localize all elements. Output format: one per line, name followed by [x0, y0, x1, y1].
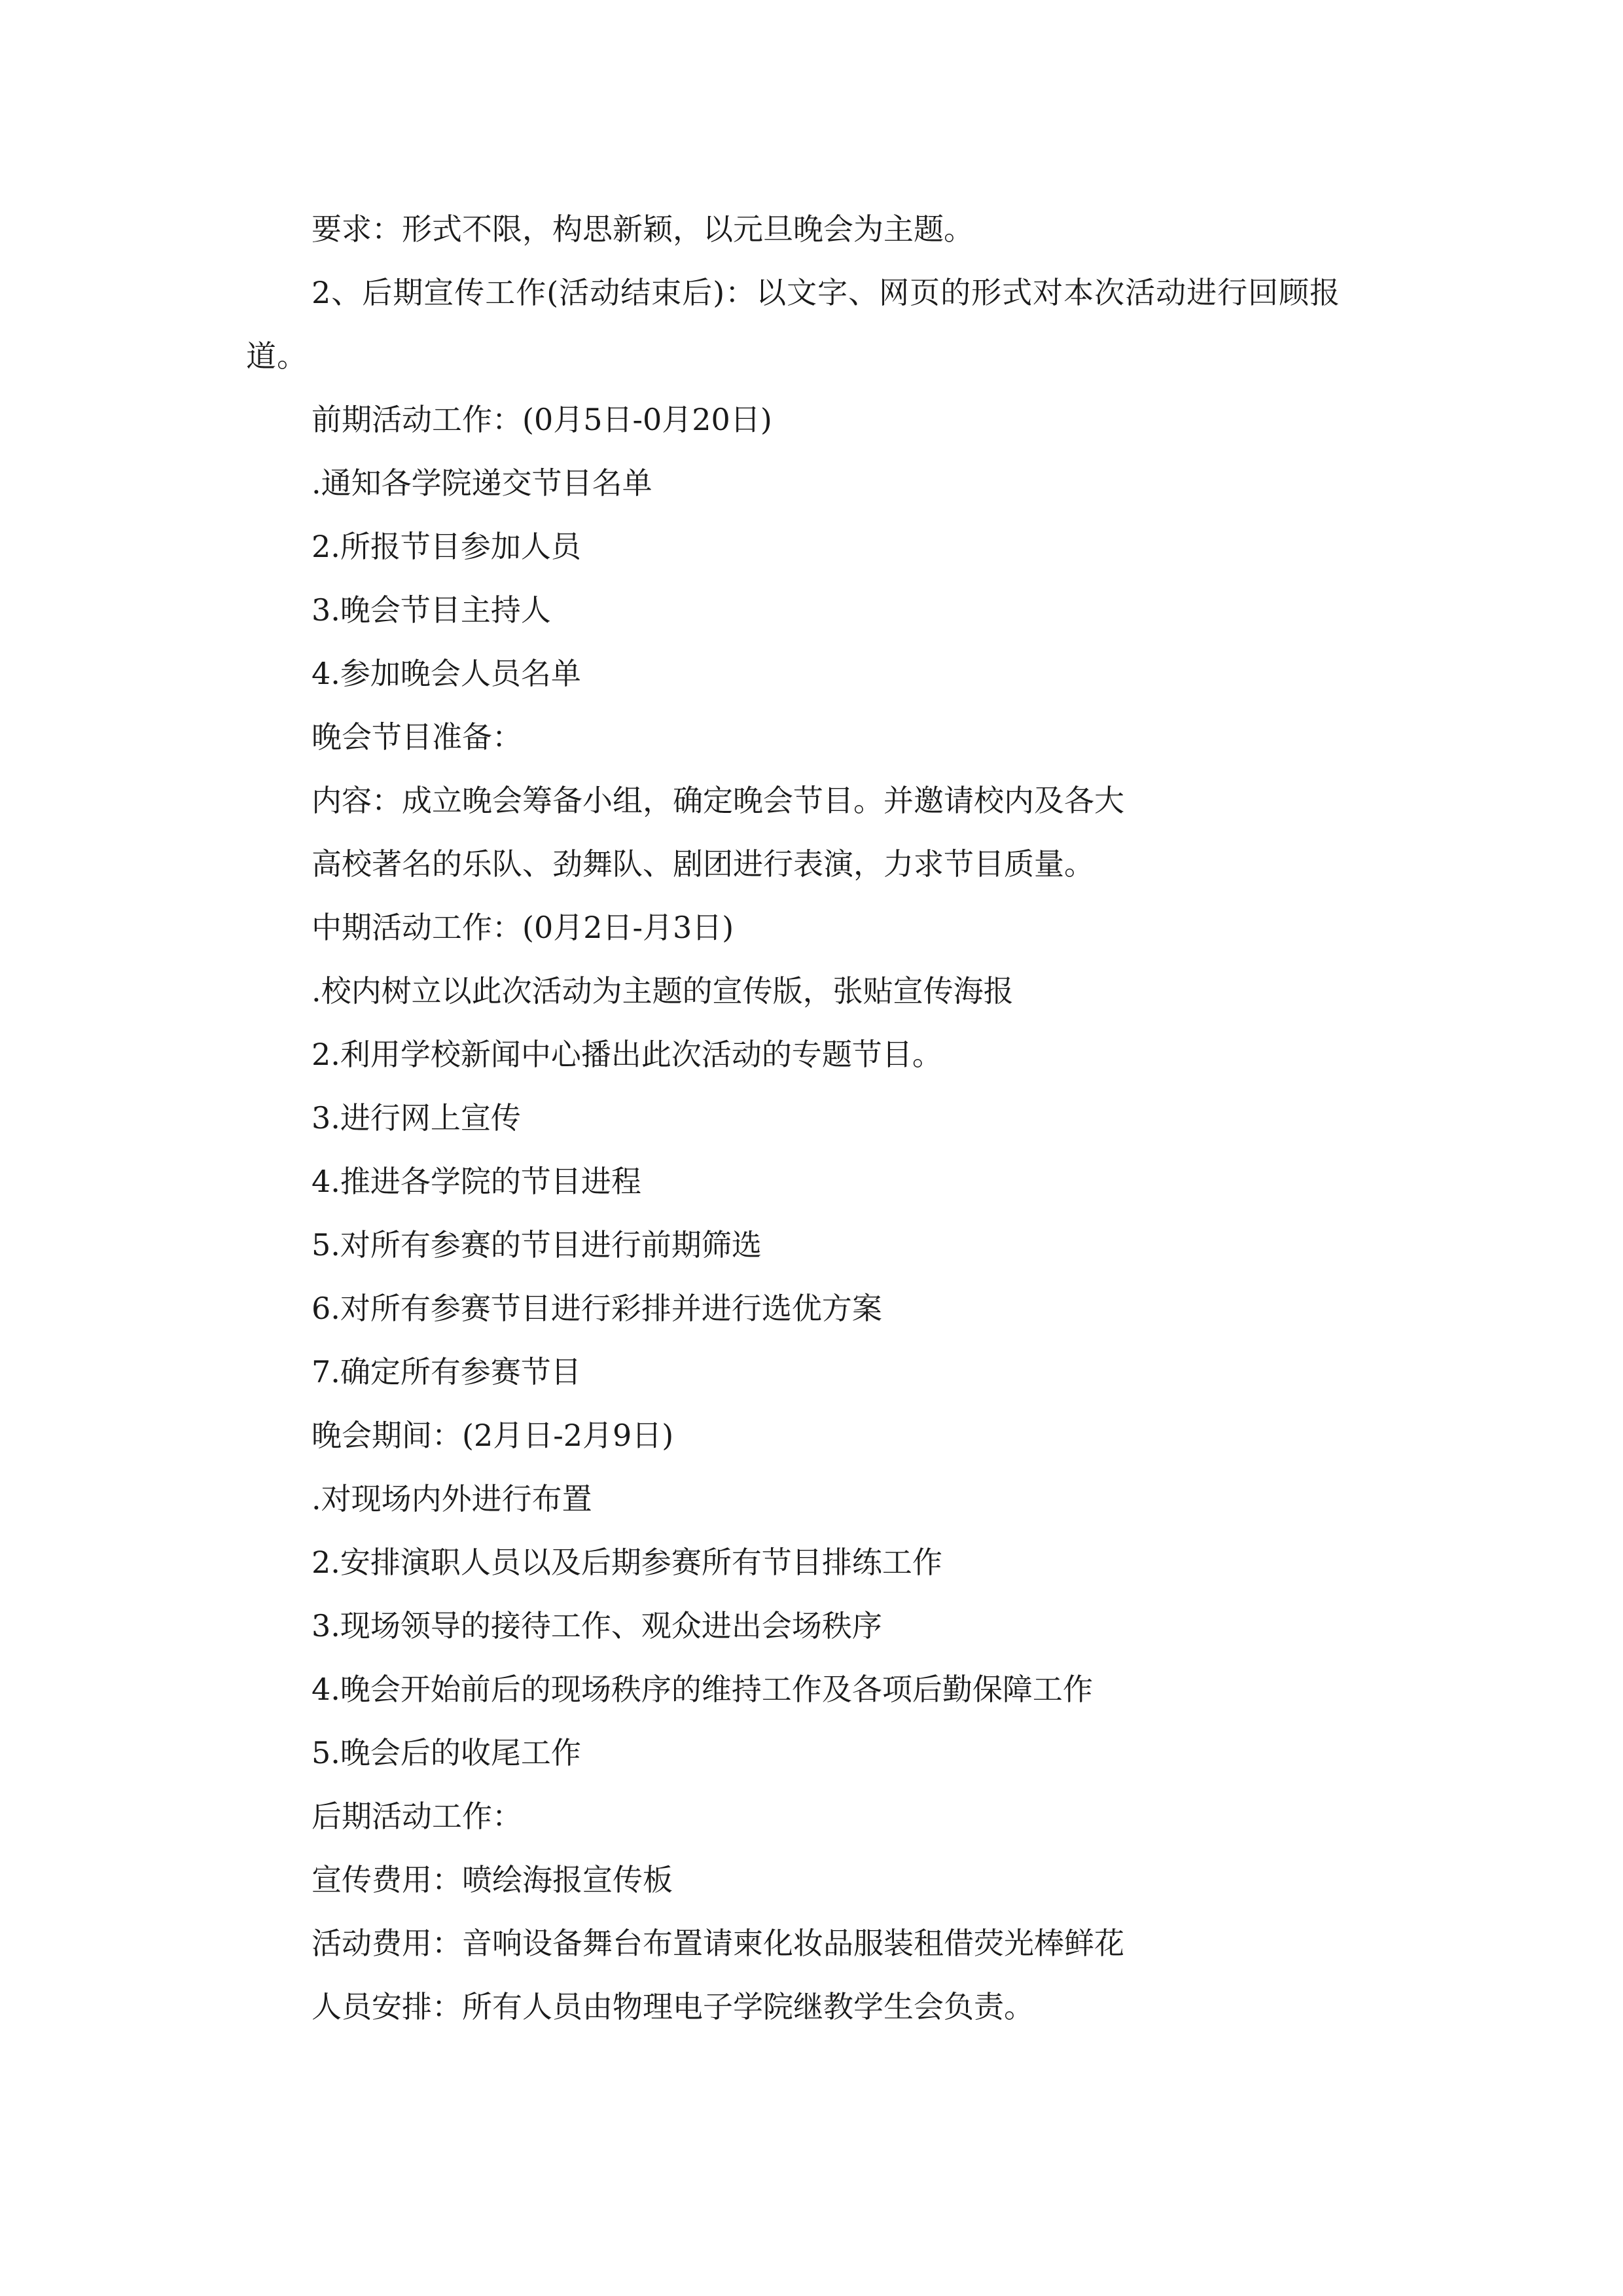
- list-item: 2.所报节目参加人员: [312, 529, 581, 564]
- list-item: 5.对所有参赛的节目进行前期筛选: [312, 1227, 762, 1263]
- list-item: 4.晚会开始前后的现场秩序的维持工作及各项后勤保障工作: [312, 1672, 1093, 1707]
- paragraph-activity-cost: 活动费用：音响设备舞台布置请柬化妆品服装租借荧光棒鲜花: [312, 1926, 1124, 1961]
- list-item: 3.进行网上宣传: [312, 1100, 521, 1136]
- list-item: 4.推进各学院的节目进程: [312, 1164, 641, 1199]
- heading-late-stage: 后期活动工作：: [312, 1799, 522, 1834]
- paragraph-requirement: 要求：形式不限，构思新颖，以元旦晚会为主题。: [312, 211, 974, 247]
- paragraph-staffing: 人员安排：所有人员由物理电子学院继教学生会负责。: [312, 1989, 1034, 2024]
- list-item: 5.晚会后的收尾工作: [312, 1735, 581, 1770]
- list-item: 2.安排演职人员以及后期参赛所有节目排练工作: [312, 1545, 942, 1580]
- heading-gala-period: 晚会期间：(2月日-2月9日): [312, 1418, 674, 1453]
- list-item: 3.现场领导的接待工作、观众进出会场秩序: [312, 1608, 882, 1643]
- list-item: 4.参加晚会人员名单: [312, 656, 581, 691]
- list-item: .校内树立以此次活动为主题的宣传版，张贴宣传海报: [312, 973, 1014, 1009]
- paragraph-content-cont: 高校著名的乐队、劲舞队、剧团进行表演，力求节目质量。: [312, 846, 1094, 882]
- heading-program-prep: 晚会节目准备：: [312, 719, 522, 755]
- list-item: .通知各学院递交节目名单: [312, 465, 652, 501]
- list-item: 6.对所有参赛节目进行彩排并进行选优方案: [312, 1291, 882, 1326]
- list-item: 3.晚会节目主持人: [312, 592, 551, 628]
- document-body: [246, 198, 1382, 2039]
- paragraph-publicity-cost: 宣传费用：喷绘海报宣传板: [312, 1862, 673, 1897]
- heading-mid-stage: 中期活动工作：(0月2日-月3日): [312, 910, 734, 945]
- list-item: 7.确定所有参赛节目: [312, 1354, 581, 1390]
- paragraph-post-publicity: 2、后期宣传工作(活动结束后)：以文字、网页的形式对本次活动进行回顾报道。: [246, 275, 1341, 374]
- list-item: .对现场内外进行布置: [312, 1481, 592, 1516]
- list-item: 2.利用学校新闻中心播出此次活动的专题节目。: [312, 1037, 942, 1072]
- heading-early-stage: 前期活动工作：(0月5日-0月20日): [312, 402, 772, 437]
- paragraph-content: 内容：成立晚会筹备小组，确定晚会节目。并邀请校内及各大: [312, 783, 1124, 818]
